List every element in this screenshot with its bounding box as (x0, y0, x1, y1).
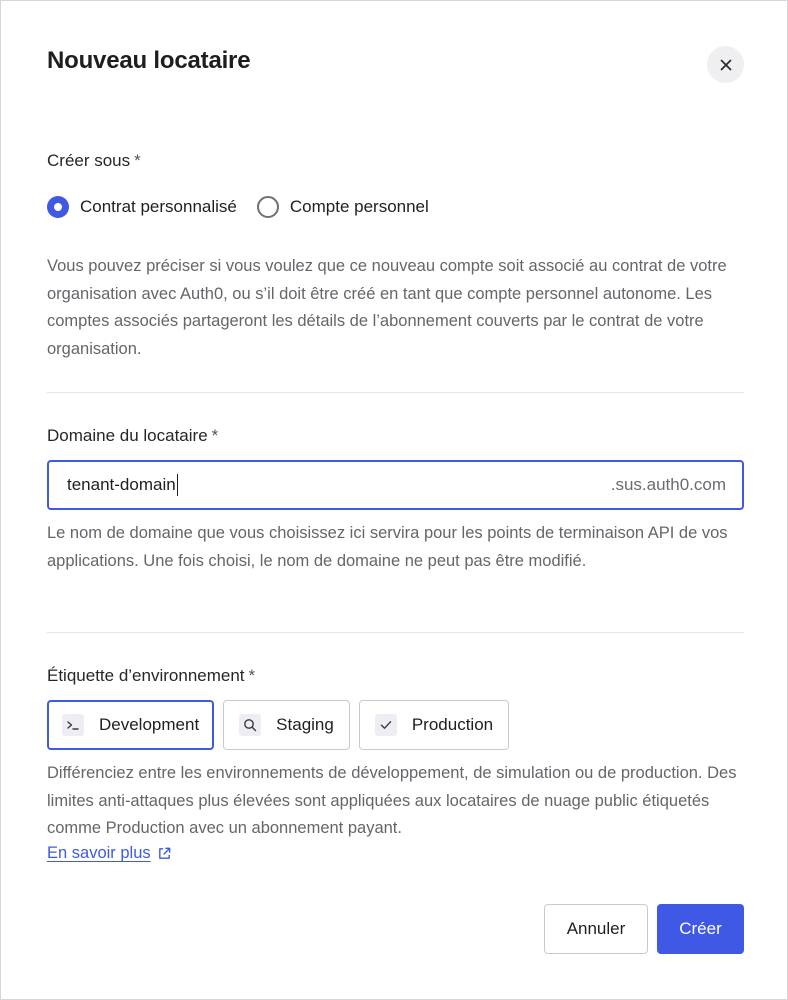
radio-unchecked-indicator (257, 196, 279, 218)
divider (47, 632, 744, 633)
divider (47, 392, 744, 393)
env-option-label: Staging (276, 715, 334, 734)
env-option-staging[interactable] (223, 700, 350, 750)
learn-more-text: En savoir plus (47, 844, 151, 862)
required-marker: * (211, 426, 219, 445)
cancel-button[interactable]: Annuler (544, 904, 648, 954)
environment-tag-label-text: Étiquette d’environnement (47, 666, 245, 685)
tenant-domain-description: Le nom de domaine que vous choisissez ici servira pour les points de terminaison API de vos applications. Une fois choisi, le nom de domaine ne peut pas être modifié. (47, 524, 728, 570)
tenant-domain-label (47, 426, 218, 446)
check-icon (375, 714, 397, 736)
create-under-label (47, 151, 141, 171)
dialog-title: Nouveau locataire (47, 47, 251, 74)
radio-personal-account[interactable] (257, 196, 429, 218)
radio-custom-contract[interactable] (47, 196, 237, 218)
tenant-domain-suffix: .sus.auth0.com (610, 475, 726, 494)
external-link-icon (157, 846, 172, 861)
terminal-icon (62, 714, 84, 736)
radio-label-custom-contract: Contrat personnalisé (80, 197, 237, 216)
env-option-development[interactable] (47, 700, 214, 750)
learn-more-link[interactable] (47, 844, 172, 863)
close-icon (720, 59, 732, 71)
required-marker: * (134, 151, 141, 170)
tenant-domain-value[interactable] (67, 474, 178, 496)
search-icon (239, 714, 261, 736)
environment-tag-description: Différenciez entre les environnements de développement, de simulation ou de production. Des limites anti-attaques plus élevées sont appliquées aux locataires de nuage public étiquetés comme Production avec un abonnement payant. (47, 764, 737, 837)
radio-checked-indicator (47, 196, 69, 218)
env-option-label: Production (411, 715, 494, 734)
create-button[interactable]: Créer (657, 904, 744, 954)
close-button[interactable] (707, 46, 744, 83)
tenant-domain-label-text: Domaine du locataire (47, 426, 208, 445)
create-under-label-text: Créer sous (47, 151, 131, 170)
env-option-label: Development (99, 715, 200, 734)
environment-tag-label (47, 666, 255, 686)
radio-label-personal-account: Compte personnel (289, 197, 429, 216)
tenant-domain-value-text: tenant-domain (67, 475, 176, 494)
create-under-description: Vous pouvez préciser si vous voulez que ce nouveau compte soit associé au contrat de votre organisation avec Auth0, ou s’il doit être créé en tant que compte personnel autonome. Les comptes associés partageront les détails de l’abonnement couverts par le contrat de votre organisation. (47, 257, 727, 358)
environment-tag-group (47, 700, 518, 750)
env-option-production[interactable] (359, 700, 509, 750)
create-under-radio-group (47, 196, 449, 218)
required-marker: * (248, 666, 256, 685)
tenant-domain-input[interactable] (47, 460, 744, 510)
text-caret (177, 474, 178, 496)
